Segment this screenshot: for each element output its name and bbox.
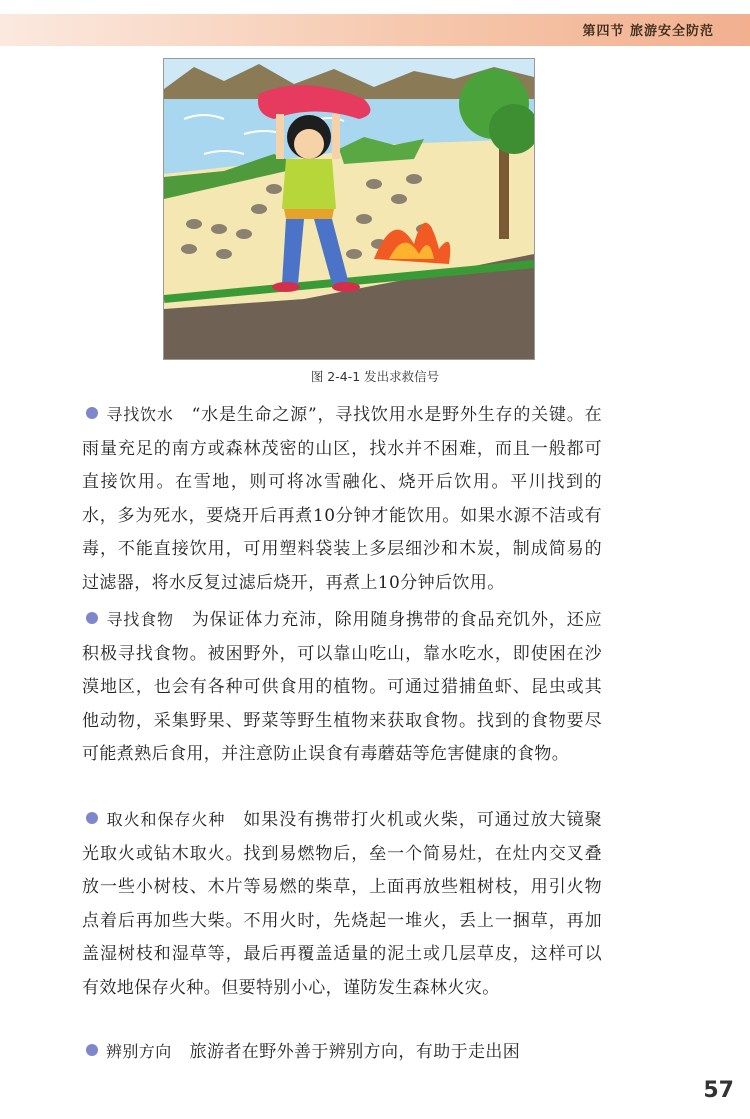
paragraph-water: [82, 398, 602, 601]
figure-caption: 图 2-4-1 发出求救信号: [310, 369, 440, 384]
paragraph-heading: 寻找饮水: [106, 405, 174, 424]
paragraph-heading: 取火和保存火种: [106, 810, 226, 829]
bullet-icon: [86, 1044, 98, 1056]
bullet-icon: [86, 812, 98, 824]
section-title: 第四节 旅游安全防范: [582, 24, 714, 39]
paragraph-heading: 辨别方向: [106, 1042, 172, 1061]
paragraph-heading: 寻找食物: [106, 610, 174, 629]
page-number: 57: [703, 1078, 734, 1103]
rescue-signal-illustration: [164, 59, 534, 359]
paragraph-food: [82, 603, 602, 772]
paragraph-text: 旅游者在野外善于辨别方向，有助于走出困: [189, 1042, 521, 1062]
bullet-icon: [86, 407, 98, 419]
paragraph-text: 为保证体力充沛，除用随身携带的食品充饥外，还应积极寻找食物。被困野外，可以靠山吃山，靠水吃水，即使困在沙漠地区，也会有各种可供食用的植物。可通过猎捕鱼虾、昆虫或其他动物，采集野果、野菜等野生植物来获取食物。找到的食物要尽可能煮熟后食用，并注意防止误食有毒蘑菇等危害健康的食物。: [82, 610, 602, 765]
paragraph-direction: [82, 1035, 602, 1070]
paragraph-fire: [82, 803, 602, 1006]
bullet-icon: [86, 612, 98, 624]
paragraph-text: “水是生命之源”，寻找饮用水是野外生存的关键。在雨量充足的南方或森林茂密的山区，找水并不困难，而且一般都可直接饮用。在雪地，则可将冰雪融化、烧开后饮用。平川找到的水，多为死水，要烧开后再煮10分钟才能饮用。如果水源不洁或有毒，不能直接饮用，可用塑料袋装上多层细沙和木炭，制成简易的过滤器，将水反复过滤后烧开，再煮上10分钟后饮用。: [82, 405, 602, 593]
paragraph-text: 如果没有携带打火机或火柴，可通过放大镜聚光取火或钻木取火。找到易燃物后，垒一个简易灶，在灶内交叉叠放一些小树枝、木片等易燃的柴草，上面再放些粗树枝，用引火物点着后再加些大柴。不用火时，先烧起一堆火，丢上一捆草，再加盖湿树枝和湿草等，最后再覆盖适量的泥土或几层草皮，这样可以有效地保存火种。但要特别小心，谨防发生森林火灾。: [82, 810, 602, 998]
figure-illustration: [163, 58, 535, 360]
